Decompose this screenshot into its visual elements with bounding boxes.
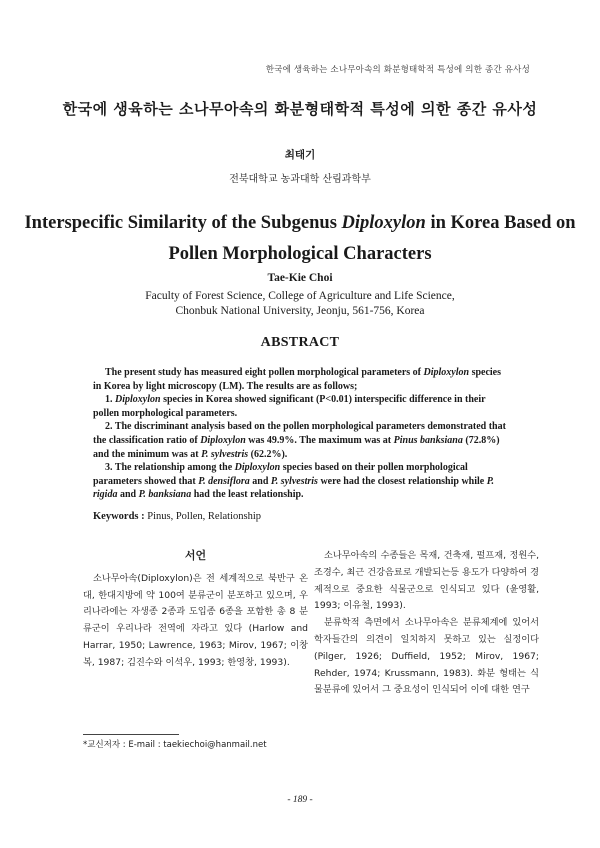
intro-heading: 서언 xyxy=(184,549,207,562)
korean-affiliation: 전북대학교 농과대학 산림과학부 xyxy=(229,174,371,185)
keywords-value: Pinus, Pollen, Relationship xyxy=(144,511,262,522)
english-affiliation-line2: Chonbuk National University, Jeonju, 561-756, Korea xyxy=(175,305,425,317)
english-title-line2: Pollen Morphological Characters xyxy=(168,244,432,264)
intro-left-column xyxy=(83,548,308,672)
english-affiliation-line1: Faculty of Forest Science, College of Agriculture and Life Science, xyxy=(145,290,455,302)
keywords-label: Keywords : xyxy=(93,511,145,522)
page-number: - 189 - xyxy=(287,795,313,805)
abstract-paragraph-3: 3. The relationship among the Diploxylon species based on their pollen morphological parameters showed that P. densiflora and P. sylvestris were had the closest relationship while P. rigida and P. banksiana had the least relationship. xyxy=(93,462,495,501)
intro-right-column xyxy=(314,548,539,699)
abstract-paragraph-intro: The present study has measured eight pollen morphological parameters of Diploxylon species in Korea by light microscopy (LM). The results are as follows; xyxy=(93,367,502,392)
english-title xyxy=(0,208,600,270)
abstract-body xyxy=(93,366,507,502)
english-author: Tae-Kie Choi xyxy=(267,272,333,284)
english-title-part2: in Korea Based on xyxy=(425,213,576,233)
abstract-paragraph-2: 2. The discriminant analysis based on the pollen morphological parameters demonstrated that the classification ratio of Diploxylon was 49.9%. The maximum was at Pinus banksiana (72.8%) and the minimum was at P. sylvestris (62.2%). xyxy=(93,421,506,460)
english-affiliation xyxy=(0,289,600,319)
footnote-divider xyxy=(83,734,179,735)
english-title-italic: Diploxylon xyxy=(341,213,426,233)
abstract-paragraph-1: 1. Diploxylon species in Korea showed significant (P<0.01) interspecific difference in their pollen morphological parameters. xyxy=(93,394,486,419)
intro-right-paragraph-1: 소나무아속의 수종들은 목재, 건축재, 펄프재, 정원수, 조경수, 최근 건강음료로 개발되는등 용도가 다양하여 경제적으로 중요한 식물군으로 인식되고 있다 (윤영활, 1993; 이유철, 1993). xyxy=(314,550,539,612)
intro-left-paragraph: 소나무아속(Diploxylon)은 전 세계적으로 북반구 온대, 한대지방에 약 100여 분류군이 분포하고 있으며, 우리나라에는 자생종 2종과 도입종 6종을 포함한 총 8 분류군이 우리나라 전역에 자라고 있다 (Harlow and Harrar, 1950; Lawrence, 1963; Mirov, 1967; 이창복, 1987; 김진수와 이석우, 1993; 한영창, 1993). xyxy=(83,572,308,668)
korean-author: 최태기 xyxy=(284,149,316,161)
corresponding-author-footnote: *교신저자 : E-mail : taekiechoi@hanmail.net xyxy=(83,740,267,750)
intro-right-paragraph-2: 분류학적 측면에서 소나무아속은 분류체계에 있어서 학자들간의 의견이 일치하지 못하고 있는 실정이다 (Pilger, 1926; Duffield, 1952; Mirov, 1967; Rehder, 1974; Krussmann, 1983). 화분 형태는 식물분류에 있어서 그 중요성이 인식되어 이에 대한 연구 xyxy=(314,617,539,696)
english-title-part1: Interspecific Similarity of the Subgenus xyxy=(24,213,342,233)
keywords xyxy=(93,511,261,522)
abstract-heading: ABSTRACT xyxy=(260,335,340,350)
running-head: 한국에 생육하는 소나무아속의 화분형태학적 특성에 의한 종간 유사성 xyxy=(265,65,530,75)
korean-title: 한국에 생육하는 소나무아속의 화분형태학적 특성에 의한 종간 유사성 xyxy=(62,100,538,118)
